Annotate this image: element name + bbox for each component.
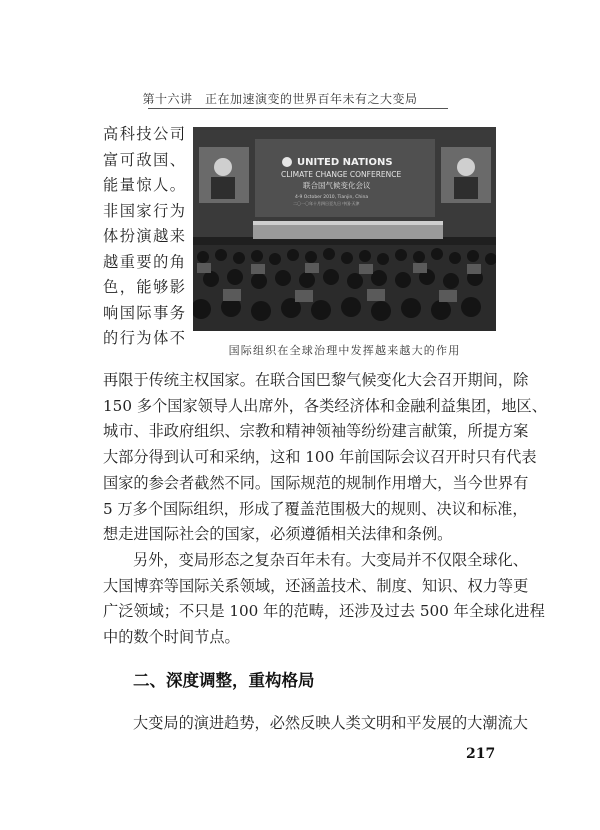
paragraph-2-line: 大国博弈等国际关系领域，还涵盖技术、制度、知识、权力等更 — [103, 576, 529, 595]
paragraph-1-line: 大部分得到认可和采纳，这和 100 年前国际会议召开时只有代表 — [103, 448, 537, 467]
banner-chinese: 联合国气候变化会议 — [303, 181, 371, 190]
paragraph-2-line: 中的数个时间节点。 — [103, 628, 240, 647]
paragraph-1-line: 城市、非政府组织、宗教和精神领袖等纷纷建言献策，所提方案 — [103, 422, 529, 441]
conference-photo-illustration — [193, 127, 496, 331]
paragraph-1-line: 再限于传统主权国家。在联合国巴黎气候变化大会召开期间，除 — [103, 371, 529, 389]
side-text-column — [103, 122, 189, 352]
side-text-line: 高科技公司 — [103, 125, 187, 143]
banner-subtitle: CLIMATE CHANGE CONFERENCE — [281, 170, 402, 179]
un-emblem-icon — [282, 157, 292, 167]
side-text-line: 非国家行为 — [103, 201, 187, 220]
audience-silhouettes — [193, 245, 496, 331]
side-text-line: 越重要的角 — [103, 252, 187, 271]
paragraph-1-line: 5 万多个国际组织，形成了覆盖范围极大的规则、决议和标准， — [103, 499, 528, 518]
banner-date: 4-9 October 2010, Tianjin, China — [295, 195, 369, 200]
banner-title: UNITED NATIONS — [297, 157, 393, 168]
side-text-line: 能量惊人。 — [103, 176, 187, 194]
running-header: 第十六讲 正在加速演变的世界百年未有之大变局 — [142, 92, 418, 106]
side-text-line: 的行为体不 — [103, 329, 187, 347]
paragraph-1-line: 150 多个国家领导人出席外，各类经济体和金融利益集团，地区、 — [103, 396, 547, 415]
side-text-line: 体扮演越来 — [103, 227, 187, 245]
section-heading: 二、深度调整，重构格局 — [133, 671, 315, 690]
paragraph-3-line: 大变局的演进趋势，必然反映人类文明和平发展的大潮流大 — [133, 714, 528, 732]
paragraph-1-line: 国家的参会者截然不同。国际规范的规制作用增大，当今世界有 — [103, 473, 529, 492]
page-number: 217 — [466, 746, 496, 762]
side-text-line: 色，能够影 — [103, 278, 187, 296]
paragraph-1-line: 想走进国际社会的国家，必须遵循相关法律和条例。 — [103, 525, 453, 544]
podium-table — [253, 225, 443, 239]
banner-small-text: 二〇一〇年十月四日至九日 中国·天津 — [293, 201, 360, 206]
photo-caption: 国际组织在全球治理中发挥越来越大的作用 — [228, 344, 461, 357]
side-text-line: 富可敌国、 — [103, 150, 187, 169]
body-text — [103, 368, 547, 651]
header-rule — [148, 108, 448, 109]
paragraph-2-line: 另外，变局形态之复杂百年未有。大变局并不仅限全球化、 — [133, 550, 528, 569]
conference-photo — [193, 127, 496, 331]
paragraph-2-line: 广泛领域；不只是 100 年的范畴，还涉及过去 500 年全球化进程 — [103, 602, 545, 621]
side-text-line: 响国际事务 — [103, 303, 187, 322]
